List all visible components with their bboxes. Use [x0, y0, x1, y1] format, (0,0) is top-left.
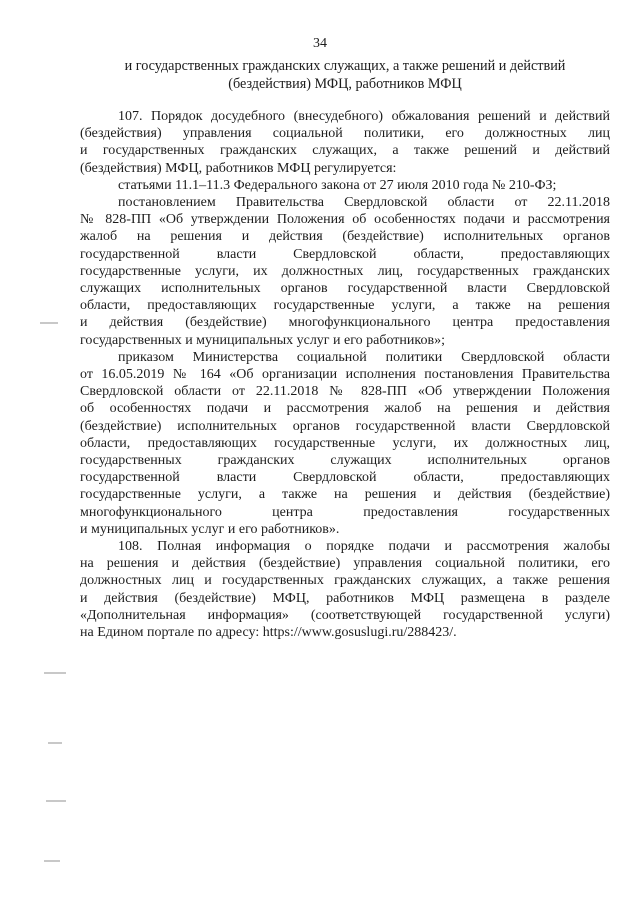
text-line: от 16.05.2019 № 164 «Об организации исполнения постановления Правительства — [80, 367, 610, 383]
section-heading — [80, 58, 610, 93]
text-line: служащих исполнительных органов государственной власти Свердловской — [80, 281, 610, 297]
text-line: государственные услуги, а также на решения и действия (бездействие) — [80, 487, 610, 503]
text-line: жалоб на решения и действия (бездействие) исполнительных органов — [80, 229, 610, 245]
text-line: государственных и муниципальных услуг и его работников»; — [80, 332, 445, 348]
paragraph-108 — [80, 538, 610, 641]
text-line: и муниципальных услуг и его работников». — [80, 521, 340, 537]
heading-line: и государственных гражданских служащих, а также решений и действий — [124, 58, 566, 74]
scan-artifact — [48, 742, 62, 744]
page-number: 34 — [313, 36, 327, 51]
text-line: «Дополнительная информация» (соответствующей государственной услуги) — [80, 607, 610, 623]
text-line: (бездействия) управления социальной политики, его должностных лиц — [80, 126, 610, 142]
text-line: на Едином портале по адресу: https://www.gosuslugi.ru/288423/. — [80, 625, 457, 641]
text-line: государственной власти Свердловской области, предоставляющих — [80, 470, 610, 486]
text-line: 107. Порядок досудебного (внесудебного) обжалования решений и действий — [118, 109, 610, 124]
text-line: (бездействия) МФЦ, работников МФЦ регулируется: — [80, 160, 397, 176]
text-line: должностных лиц и государственных гражданских служащих, а также решения — [80, 573, 610, 589]
text-line: об особенностях подачи и рассмотрения жалоб на решения и действия — [80, 401, 610, 417]
paragraph-federal-law — [80, 177, 610, 194]
text-line: государственные услуги, их должностных лиц, государственных гражданских — [80, 263, 610, 279]
heading-line: (бездействия) МФЦ, работников МФЦ — [228, 75, 462, 92]
text-line: и действия (бездействие) МФЦ, работников МФЦ размещена в разделе — [80, 590, 610, 606]
text-line: приказом Министерства социальной политики Свердловской области — [118, 349, 610, 365]
text-line: и действия (бездействие) многофункционального центра предоставления — [80, 315, 610, 331]
paragraph-107 — [80, 108, 610, 177]
document-body — [80, 108, 610, 641]
scan-artifact — [44, 860, 60, 862]
text-line: Свердловской области от 22.11.2018 № 828-ПП «Об утверждении Положения — [80, 384, 610, 400]
text-line: 108. Полная информация о порядке подачи и рассмотрения жалобы — [118, 539, 610, 555]
text-line: постановлением Правительства Свердловской области от 22.11.2018 — [118, 195, 610, 211]
paragraph-government-decree — [80, 194, 610, 349]
text-line: № 828-ПП «Об утверждении Положения об особенностях подачи и рассмотрения — [80, 212, 610, 228]
text-line: области, предоставляющих государственные услуги, а также на решения — [80, 298, 610, 314]
scan-artifact — [40, 322, 58, 324]
text-line: статьями 11.1–11.3 Федерального закона от 27 июля 2010 года № 210-ФЗ; — [118, 177, 557, 193]
scan-artifact — [44, 672, 66, 674]
text-line: и государственных гражданских служащих, а также решений и действий — [80, 143, 610, 159]
text-line: государственной власти Свердловской области, предоставляющих — [80, 246, 610, 262]
text-line: на решения и действия (бездействие) управления социальной политики, его — [80, 556, 610, 572]
text-line: государственных гражданских служащих исполнительных органов — [80, 453, 610, 469]
text-line: (бездействие) исполнительных органов государственной власти Свердловской — [80, 418, 610, 434]
text-line: области, предоставляющих государственные услуги, их должностных лиц, — [80, 435, 610, 451]
scan-artifact — [46, 800, 66, 802]
text-line: многофункционального центра предоставления государственных — [80, 504, 610, 520]
paragraph-ministry-order — [80, 349, 610, 538]
